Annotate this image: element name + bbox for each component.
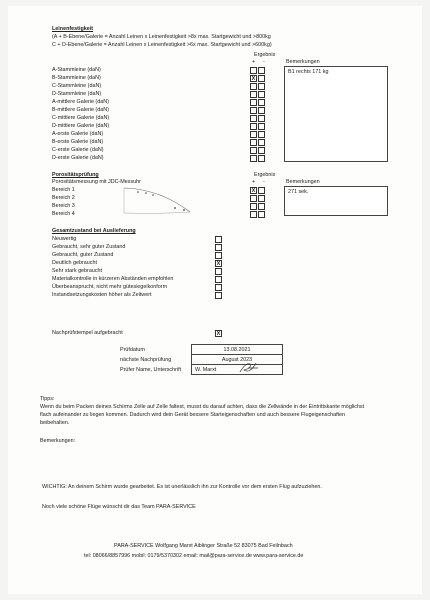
condition-row-label: Deutlich gebraucht (52, 260, 97, 266)
strength-fail-checkbox[interactable] (258, 107, 265, 114)
condition-row-label: Gebraucht, sehr guter Zustand (52, 244, 126, 250)
condition-row-label: Überbeansprucht, nicht mehr gütesiegelkonform (52, 284, 168, 290)
strength-row-label: D-mittlere Galerie (daN) (52, 123, 110, 129)
greeting-text: Noch viele schöne Flüge wünscht dir das Team PARA-SERVICE (42, 504, 196, 510)
examiner-row (120, 365, 283, 375)
porosity-result-header: Ergebnis (254, 172, 276, 178)
strength-result-header: Ergebnis (254, 52, 276, 58)
condition-pass-checkbox[interactable] (215, 252, 222, 259)
examiner-name: W. Marxt (195, 366, 217, 373)
strength-pass-checkbox[interactable] (250, 99, 257, 106)
strength-fail-checkbox[interactable] (258, 155, 265, 162)
stamp-label: Nachprüfstempel aufgebracht (52, 330, 123, 336)
strength-fail-checkbox[interactable] (258, 115, 265, 122)
condition-row-label: Neuwertig (52, 236, 77, 242)
strength-remarks-box (284, 66, 388, 162)
strength-pass-checkbox[interactable] (250, 107, 257, 114)
condition-title: Gesamtzustand bei Auslieferung (52, 228, 136, 234)
condition-pass-checkbox[interactable] (215, 268, 222, 275)
strength-pass-checkbox[interactable] (250, 155, 257, 162)
strength-row-label: A-erste Galerie (daN) (52, 131, 104, 137)
strength-pass-checkbox[interactable] (250, 147, 257, 154)
porosity-remarks-box (284, 186, 388, 216)
strength-remark: B1 rechts 171 kg (288, 69, 329, 75)
examiner-label: Prüfer Name, Unterschrift (120, 366, 182, 373)
strength-pass-checkbox[interactable]: X (251, 76, 256, 82)
next-check-value: August 2023 (192, 355, 283, 365)
strength-fail-checkbox[interactable] (258, 147, 265, 154)
strength-row-label: C-mittlere Galerie (daN) (52, 115, 110, 121)
stamp-checkbox[interactable]: X (216, 331, 221, 337)
footer-address: PARA-SERVICE Wolfgang Marxt Aiblinger Straße 52 83075 Bad Feilnbach (114, 543, 293, 549)
condition-pass-checkbox[interactable]: X (216, 261, 221, 267)
porosity-fail-checkbox[interactable] (258, 187, 265, 194)
strength-row-label: D-Stammleine (daN) (52, 91, 102, 97)
strength-minus: - (263, 59, 265, 65)
tips-line-2: flach aufeinander zu liegen kommen. Dadurch wird dein Gerät bessere Starteigenschaften und auch bessere Flugeigenschaften (40, 412, 346, 418)
strength-fail-checkbox[interactable] (258, 83, 265, 90)
strength-remarks-header: Bemerkungen (286, 59, 320, 65)
strength-rule-cd: C + D-Ebene/Galerie = Anzahl Leinen x Leinenfestigkeit >6x max. Startgewicht und >600kg) (52, 42, 272, 48)
strength-pass-checkbox[interactable] (250, 67, 257, 74)
strength-fail-checkbox[interactable] (258, 75, 265, 82)
strength-row-label: A-Stammleine (daN) (52, 67, 101, 73)
strength-fail-checkbox[interactable] (258, 67, 265, 74)
strength-title: Leinenfestigkeit (52, 26, 94, 32)
footer-contact: tel: 08066/8857996 mobil: 0179/5370302 email: mail@para-service.de www.para-service.de (84, 553, 304, 559)
strength-pass-checkbox[interactable] (250, 123, 257, 130)
porosity-row-label: Bereich 4 (52, 211, 75, 217)
check-date-row (120, 345, 283, 355)
strength-plus: + (252, 59, 256, 65)
porosity-fail-checkbox[interactable] (258, 211, 265, 218)
check-date-label: Prüfdatum (120, 346, 145, 353)
strength-pass-checkbox[interactable] (250, 115, 257, 122)
inspection-report-page (8, 6, 422, 594)
strength-row-label: B-mittlere Galerie (daN) (52, 107, 109, 113)
condition-pass-checkbox[interactable] (215, 276, 222, 283)
strength-fail-checkbox[interactable] (258, 131, 265, 138)
porosity-title: Porositätsprüfung (52, 172, 99, 178)
strength-row-label: B-erste Galerie (daN) (52, 139, 104, 145)
condition-row-label: Sehr stark gebraucht (52, 268, 103, 274)
remarks-label: Bemerkungen: (40, 438, 76, 444)
porosity-row-label: Bereich 1 (52, 187, 75, 193)
strength-rule-ab: (A + B-Ebene/Galerie = Anzahl Leinen x Leinenfestigkeit >8x max. Startgewicht und >800kg (52, 34, 271, 40)
porosity-pass-checkbox[interactable]: X (251, 188, 256, 194)
strength-pass-checkbox[interactable] (250, 139, 257, 146)
condition-row-label: Materialkontrolle in kürzeren Abständen empfohlen (52, 276, 174, 282)
porosity-pass-checkbox[interactable] (250, 203, 257, 210)
porosity-pass-checkbox[interactable] (250, 211, 257, 218)
condition-pass-checkbox[interactable] (215, 292, 222, 299)
strength-row-label: D-erste Galerie (daN) (52, 155, 104, 161)
warning-text: WICHTIG: An deinem Schirm wurde gearbeitet. Es ist unerlässlich ihn zur Kontrolle vor dem ersten Flug aufzuziehen. (42, 484, 322, 490)
condition-pass-checkbox[interactable] (215, 284, 222, 291)
porosity-row-label: Bereich 3 (52, 203, 75, 209)
signature-icon (238, 360, 260, 376)
next-check-label: nächste Nachprüfung (120, 356, 172, 363)
condition-row-label: Gebraucht, guter Zustand (52, 252, 114, 258)
check-dates-table (120, 344, 283, 375)
strength-fail-checkbox[interactable] (258, 139, 265, 146)
strength-row-label: A-mittlere Galerie (daN) (52, 99, 109, 105)
strength-pass-checkbox[interactable] (250, 83, 257, 90)
condition-row-label: Instandsetzungskosten höher als Zeitwert (52, 292, 152, 298)
porosity-fail-checkbox[interactable] (258, 195, 265, 202)
porosity-row-label: Bereich 2 (52, 195, 75, 201)
strength-fail-checkbox[interactable] (258, 91, 265, 98)
porosity-minus: - (263, 179, 265, 185)
strength-row-label: C-Stammleine (daN) (52, 83, 102, 89)
tips-line-3: beibehalten. (40, 420, 70, 426)
porosity-subtitle: Porositätsmessung mit JDC-Messuhr (52, 179, 141, 185)
strength-row-label: B-Stammleine (daN) (52, 75, 101, 81)
check-date-value: 13.08.2021 (192, 345, 283, 355)
wing-sketch-icon (120, 186, 194, 216)
tips-line-1: Wenn du beim Packen deines Schirms Zelle auf Zelle faltest, musst du darauf achten, dass die Zellwände in der Eintrittskante möglichst (40, 404, 365, 410)
tips-title: Tipps: (40, 396, 55, 402)
porosity-remarks-header: Bemerkungen (286, 179, 320, 185)
porosity-plus: + (252, 179, 256, 185)
examiner-cell (192, 365, 283, 375)
condition-pass-checkbox[interactable] (215, 244, 222, 251)
porosity-pass-checkbox[interactable] (250, 195, 257, 202)
strength-fail-checkbox[interactable] (258, 99, 265, 106)
strength-pass-checkbox[interactable] (250, 131, 257, 138)
porosity-remark: 271 sek. (288, 189, 309, 195)
porosity-fail-checkbox[interactable] (258, 203, 265, 210)
condition-pass-checkbox[interactable] (215, 236, 222, 243)
strength-fail-checkbox[interactable] (258, 123, 265, 130)
strength-row-label: C-erste Galerie (daN) (52, 147, 104, 153)
strength-pass-checkbox[interactable] (250, 91, 257, 98)
